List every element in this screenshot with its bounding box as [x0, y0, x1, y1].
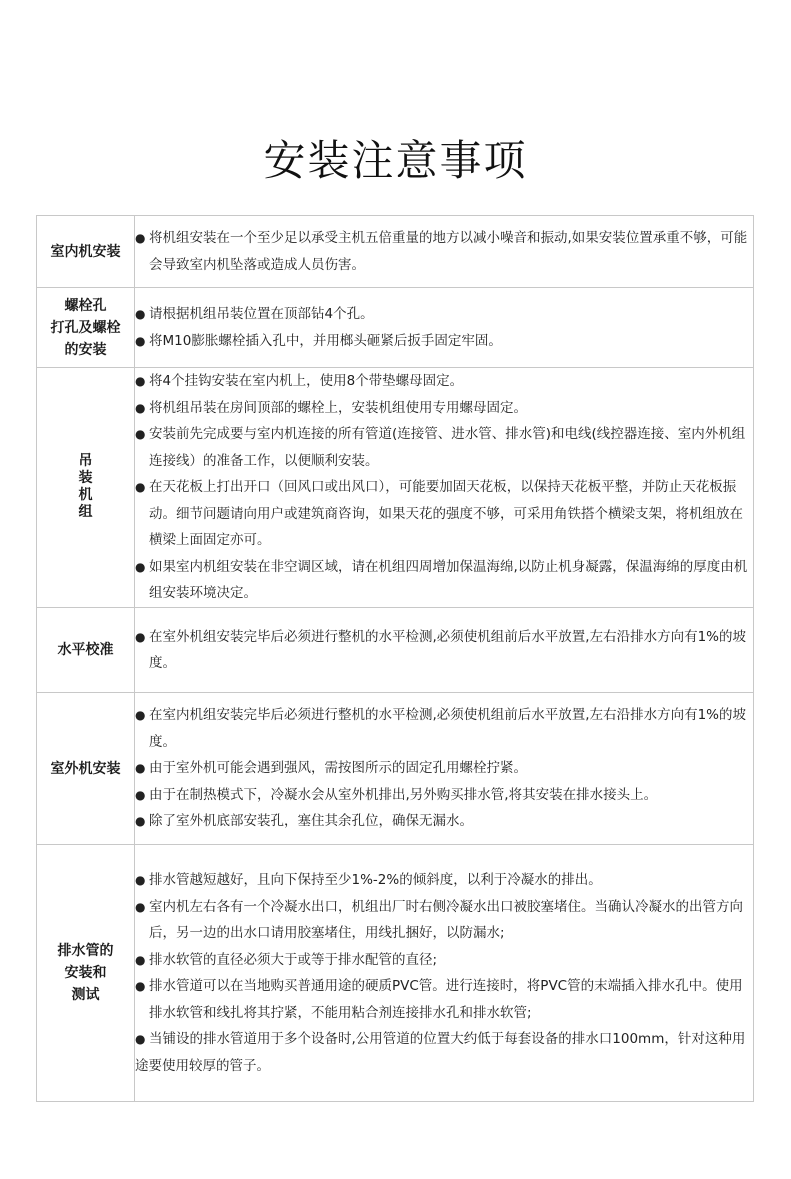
- item-text: 将4个挂钩安装在室内机上，使用8个带垫螺母固定。: [149, 373, 464, 390]
- row-label: [51, 295, 121, 361]
- table-row: [37, 368, 754, 608]
- row-label-cell: [37, 368, 135, 608]
- item-text: 在天花板上打出开口（回风口或出风口），可能要加固天花板，以保持天花板平整，并防止天花板振动。细节问题请向用户或建筑商咨询，如果天花的强度不够，可采用角铁搭个横梁支架，将机组放在横梁上面固定亦可。: [149, 479, 743, 549]
- row-content-cell: [135, 845, 754, 1102]
- bullet-icon: ●: [135, 231, 146, 245]
- list-item: [135, 368, 753, 395]
- row-content-cell: [135, 368, 754, 608]
- row-label: 室外机安装: [50, 760, 121, 777]
- bullet-icon: ●: [135, 400, 146, 415]
- list-item: [135, 1026, 753, 1079]
- list-item: [135, 225, 753, 278]
- bullet-icon: ●: [135, 814, 146, 829]
- table-row: [37, 845, 754, 1102]
- list-item: [135, 421, 753, 474]
- installation-notes-table: [36, 215, 754, 1102]
- list-item: [135, 554, 753, 607]
- item-text: 请根据机组吊装位置在顶部钻4个孔。: [149, 306, 374, 322]
- row-label-line: 测试: [71, 987, 100, 1003]
- row-label: 水平校准: [57, 642, 114, 658]
- bullet-icon: ●: [135, 333, 146, 348]
- table-row: [37, 693, 754, 845]
- row-label-line: 的安装: [64, 341, 107, 358]
- row-content-cell: [135, 608, 754, 693]
- bullet-icon: ●: [135, 873, 146, 887]
- row-label-cell: [37, 216, 135, 288]
- list-item: [135, 301, 753, 328]
- item-text: 排水管道可以在当地购买普通用途的硬质PVC管。进行连接时，将PVC管的末端插入排水孔中。使用排水软管和线扎将其拧紧，不能用粘合剂连接排水孔和排水软管;: [149, 978, 743, 1021]
- table-row: [37, 216, 754, 288]
- item-text: 安装前先完成要与室内机连接的所有管道(连接管、进水管、排水管)和电线(线控器连接、室内外机组连接线）的准备工作，以便顺利安装。: [149, 426, 746, 469]
- bullet-icon: ●: [135, 374, 146, 389]
- table-row: [37, 608, 754, 693]
- item-text: 室内机左右各有一个冷凝水出口，机组出厂时右侧冷凝水出口被胶塞堵住。当确认冷凝水的出管方向后，另一边的出水口请用胶塞堵住，用线扎捆好，以防漏水;: [149, 898, 743, 941]
- item-text: 将机组吊装在房间顶部的螺栓上，安装机组使用专用螺母固定。: [149, 399, 527, 416]
- item-text: 当铺设的排水管道用于多个设备时,公用管道的位置大约低于每套设备的排水口100mm，针对这种用途要使用较厚的管子。: [135, 1031, 746, 1074]
- item-text: 在室外机组安装完毕后必须进行整机的水平检测,必须使机组前后水平放置,左右沿排水方向有1%的坡度。: [149, 628, 746, 671]
- bullet-icon: ●: [135, 480, 146, 495]
- table-row: [37, 288, 754, 368]
- bullet-icon: ●: [135, 1032, 146, 1046]
- row-label: 吊装机组: [78, 452, 93, 520]
- item-text: 由于室外机可能会遇到强风，需按图所示的固定孔用螺栓拧紧。: [149, 760, 527, 777]
- bullet-icon: ●: [135, 979, 146, 993]
- list-item: [135, 947, 753, 974]
- item-text: 在室内机组安装完毕后必须进行整机的水平检测,必须使机组前后水平放置,左右沿排水方向有1%的坡度。: [149, 707, 746, 750]
- row-label: 室内机安装: [50, 243, 121, 260]
- row-label-line: 安装和: [64, 965, 107, 981]
- row-content-cell: [135, 216, 754, 288]
- bullet-icon: ●: [135, 559, 146, 574]
- list-item: [135, 867, 753, 894]
- page-title: 安装注意事项: [263, 136, 528, 186]
- list-item: [135, 702, 753, 755]
- list-item: [135, 328, 753, 355]
- item-text: 如果室内机组安装在非空调区域，请在机组四周增加保温海绵,以防止机身凝露，保温海绵的厚度由机组安装环境决定。: [149, 558, 748, 602]
- list-item: [135, 474, 753, 554]
- list-item: [135, 624, 753, 677]
- row-content-cell: [135, 288, 754, 368]
- item-text: 由于在制热模式下，冷凝水会从室外机排出,另外购买排水管,将其安装在排水接头上。: [149, 786, 658, 803]
- row-label-line: 打孔及螺栓: [50, 319, 121, 336]
- item-text: 将机组安装在一个至少足以承受主机五倍重量的地方以减小噪音和振动,如果安装位置承重不够，可能会导致室内机坠落或造成人员伤害。: [149, 230, 748, 273]
- bullet-icon: ●: [135, 952, 146, 967]
- bullet-icon: ●: [135, 708, 146, 723]
- row-label-cell: [37, 693, 135, 845]
- list-item: [135, 808, 753, 835]
- row-content-cell: [135, 693, 754, 845]
- list-item: [135, 755, 753, 782]
- bullet-icon: ●: [135, 307, 146, 321]
- item-text: 除了室外机底部安装孔，塞住其余孔位，确保无漏水。: [149, 813, 473, 830]
- row-label-line: 排水管的: [57, 943, 114, 959]
- bullet-icon: ●: [135, 629, 146, 644]
- item-text: 排水管越短越好，且向下保持至少1%-2%的倾斜度，以利于冷凝水的排出。: [149, 872, 602, 888]
- bullet-icon: ●: [135, 787, 146, 802]
- row-label-cell: [37, 845, 135, 1102]
- item-text: 排水软管的直径必须大于或等于排水配管的直径;: [149, 951, 438, 968]
- row-label: [58, 940, 114, 1006]
- item-text: 将M10膨胀螺栓插入孔中，并用榔头砸紧后扳手固定牢固。: [149, 332, 502, 349]
- row-label-cell: [37, 288, 135, 368]
- list-item: [135, 894, 753, 947]
- bullet-icon: ●: [135, 899, 146, 914]
- bullet-icon: ●: [135, 761, 146, 776]
- row-label-line: 螺栓孔: [64, 297, 107, 314]
- list-item: [135, 782, 753, 809]
- row-label-cell: [37, 608, 135, 693]
- list-item: [135, 973, 753, 1026]
- list-item: [135, 395, 753, 422]
- bullet-icon: ●: [135, 427, 146, 442]
